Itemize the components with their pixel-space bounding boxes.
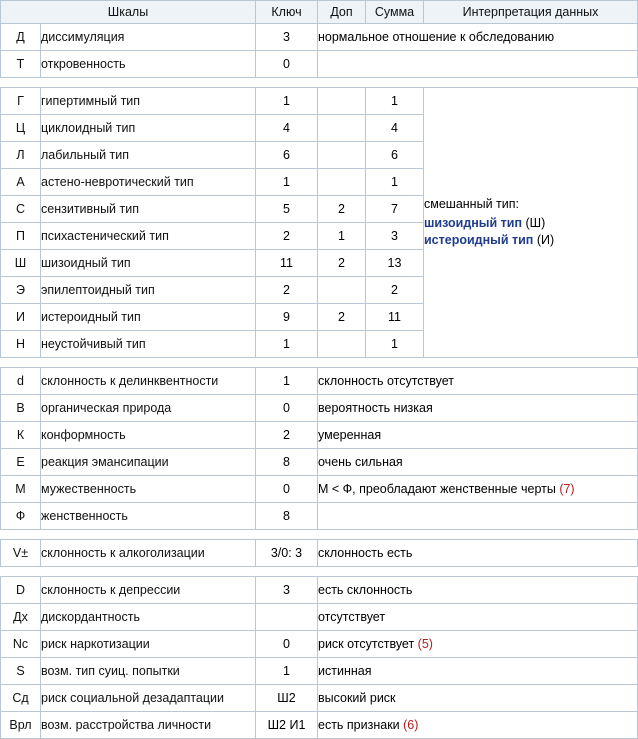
scale-name: реакция эмансипации xyxy=(41,449,256,476)
mixed-type-line1-label: шизоидный тип xyxy=(424,216,522,231)
mixed-type-line2-label: истероидный тип xyxy=(424,232,534,247)
scale-sum: 3 xyxy=(366,223,424,250)
mixed-type-line1 xyxy=(424,215,637,232)
scale-key: 8 xyxy=(256,449,318,476)
table-row xyxy=(1,422,638,449)
scale-name: склонность к алкоголизации xyxy=(41,540,256,567)
scale-interpretation xyxy=(318,712,638,739)
scale-sum: 11 xyxy=(366,304,424,331)
header-scales: Шкалы xyxy=(1,1,256,24)
scale-add xyxy=(318,169,366,196)
section-divider xyxy=(1,358,638,368)
table-row xyxy=(1,503,638,530)
scale-code: V± xyxy=(1,540,41,567)
scale-key: 3 xyxy=(256,24,318,51)
table-row xyxy=(1,540,638,567)
scale-key: 6 xyxy=(256,142,318,169)
scale-sum: 1 xyxy=(366,331,424,358)
mixed-type-line1-suffix: (Ш) xyxy=(522,216,546,231)
scale-name: склонность к делинквентности xyxy=(41,368,256,395)
table-row xyxy=(1,449,638,476)
scale-interpretation xyxy=(318,395,638,422)
scale-key: 1 xyxy=(256,331,318,358)
mixed-type-interpretation xyxy=(424,88,638,358)
scale-key: 4 xyxy=(256,115,318,142)
scale-interpretation xyxy=(318,685,638,712)
table-row xyxy=(1,712,638,739)
scale-interpretation: нормальное отношение к обследованию xyxy=(318,24,638,51)
scale-code: В xyxy=(1,395,41,422)
scale-interpretation xyxy=(318,449,638,476)
scale-name: гипертимный тип xyxy=(41,88,256,115)
scale-name: дискордантность xyxy=(41,604,256,631)
scale-interpretation xyxy=(318,604,638,631)
scale-name: риск социальной дезадаптации xyxy=(41,685,256,712)
table-row xyxy=(1,631,638,658)
scale-name: органическая природа xyxy=(41,395,256,422)
scale-code: D xyxy=(1,577,41,604)
scale-key: 1 xyxy=(256,368,318,395)
interp-text: склонность отсутствует xyxy=(318,374,455,388)
scale-add xyxy=(318,142,366,169)
scale-name: лабильный тип xyxy=(41,142,256,169)
scale-sum: 1 xyxy=(366,169,424,196)
scale-key: 8 xyxy=(256,503,318,530)
scale-key: 0 xyxy=(256,476,318,503)
scale-code: К xyxy=(1,422,41,449)
scale-code: Ш xyxy=(1,250,41,277)
section-divider xyxy=(1,567,638,577)
interp-text: М < Ф, преобладают женственные черты xyxy=(318,482,560,496)
scale-key: 3 xyxy=(256,577,318,604)
scale-add: 2 xyxy=(318,304,366,331)
scale-code: Ц xyxy=(1,115,41,142)
scale-code: Сд xyxy=(1,685,41,712)
scale-interpretation xyxy=(318,422,638,449)
scale-code: Ф xyxy=(1,503,41,530)
scale-code: Д xyxy=(1,24,41,51)
scale-sum: 4 xyxy=(366,115,424,142)
scale-name: конформность xyxy=(41,422,256,449)
scale-key: 2 xyxy=(256,277,318,304)
scale-key: 3/0: 3 xyxy=(256,540,318,567)
interp-note: (5) xyxy=(417,637,433,651)
section-divider xyxy=(1,530,638,540)
mixed-type-line2-suffix: (И) xyxy=(533,232,555,247)
scale-name: эпилептоидный тип xyxy=(41,277,256,304)
interp-text: риск отсутствует xyxy=(318,637,418,651)
scale-code: Г xyxy=(1,88,41,115)
scale-key: 0 xyxy=(256,51,318,78)
interp-text: отсутствует xyxy=(318,610,386,624)
scale-code: С xyxy=(1,196,41,223)
table-row xyxy=(1,368,638,395)
scale-key: 1 xyxy=(256,169,318,196)
interp-note: (7) xyxy=(559,482,575,496)
scale-sum: 13 xyxy=(366,250,424,277)
scale-code: Н xyxy=(1,331,41,358)
mixed-type-title: смешанный тип: xyxy=(424,197,519,212)
scale-name: возм. расстройства личности xyxy=(41,712,256,739)
scale-sum: 6 xyxy=(366,142,424,169)
header-sum: Сумма xyxy=(366,1,424,24)
scale-key: 5 xyxy=(256,196,318,223)
scale-key: Ш2 И1 xyxy=(256,712,318,739)
scale-name: шизоидный тип xyxy=(41,250,256,277)
interp-text: есть признаки xyxy=(318,718,404,732)
scale-key: 9 xyxy=(256,304,318,331)
scale-key: 1 xyxy=(256,658,318,685)
interp-note: (6) xyxy=(403,718,419,732)
scale-name: сензитивный тип xyxy=(41,196,256,223)
interp-text: истинная xyxy=(318,664,372,678)
table-row xyxy=(1,658,638,685)
table-row xyxy=(1,476,638,503)
scale-name: возм. тип суиц. попытки xyxy=(41,658,256,685)
scale-name: мужественность xyxy=(41,476,256,503)
scale-interpretation xyxy=(318,51,638,78)
scale-code: Nc xyxy=(1,631,41,658)
scale-add: 1 xyxy=(318,223,366,250)
scale-name: откровенность xyxy=(41,51,256,78)
table-row xyxy=(1,685,638,712)
scale-name: склонность к депрессии xyxy=(41,577,256,604)
scale-code: А xyxy=(1,169,41,196)
table-row xyxy=(1,88,638,115)
scale-code: Е xyxy=(1,449,41,476)
scale-name: неустойчивый тип xyxy=(41,331,256,358)
scale-add xyxy=(318,88,366,115)
scale-sum: 1 xyxy=(366,88,424,115)
interp-text: вероятность низкая xyxy=(318,401,433,415)
scale-add: 2 xyxy=(318,196,366,223)
table-row xyxy=(1,577,638,604)
scale-code: М xyxy=(1,476,41,503)
scale-key xyxy=(256,604,318,631)
interp-text: склонность есть xyxy=(318,546,413,560)
scale-code: Т xyxy=(1,51,41,78)
scale-name: женственность xyxy=(41,503,256,530)
scale-key: 2 xyxy=(256,422,318,449)
interp-text: есть склонность xyxy=(318,583,413,597)
interp-text: очень сильная xyxy=(318,455,403,469)
scale-name: астено-невротический тип xyxy=(41,169,256,196)
section-divider xyxy=(1,78,638,88)
header-interpretation: Интерпретация данных xyxy=(424,1,638,24)
scale-code: И xyxy=(1,304,41,331)
scale-name: риск наркотизации xyxy=(41,631,256,658)
table-row xyxy=(1,24,638,51)
scale-interpretation xyxy=(318,503,638,530)
scale-key: 11 xyxy=(256,250,318,277)
interp-text: высокий риск xyxy=(318,691,396,705)
scale-interpretation xyxy=(318,476,638,503)
scale-key: 2 xyxy=(256,223,318,250)
table-header-row xyxy=(1,1,638,24)
table-row xyxy=(1,51,638,78)
scale-sum: 2 xyxy=(366,277,424,304)
scale-interpretation xyxy=(318,631,638,658)
scale-name: психастенический тип xyxy=(41,223,256,250)
scale-add xyxy=(318,277,366,304)
scale-sum: 7 xyxy=(366,196,424,223)
header-key: Ключ xyxy=(256,1,318,24)
scale-interpretation xyxy=(318,658,638,685)
scale-code: П xyxy=(1,223,41,250)
scale-interpretation xyxy=(318,577,638,604)
scale-code: Врл xyxy=(1,712,41,739)
scale-key: 0 xyxy=(256,631,318,658)
mixed-type-line2 xyxy=(424,232,637,249)
scale-code: d xyxy=(1,368,41,395)
scale-code: Л xyxy=(1,142,41,169)
scale-add: 2 xyxy=(318,250,366,277)
scale-name: циклоидный тип xyxy=(41,115,256,142)
table-row xyxy=(1,395,638,422)
header-add: Доп xyxy=(318,1,366,24)
scale-name: истероидный тип xyxy=(41,304,256,331)
scale-add xyxy=(318,331,366,358)
scale-code: S xyxy=(1,658,41,685)
table-row xyxy=(1,604,638,631)
scale-code: Дх xyxy=(1,604,41,631)
scale-code: Э xyxy=(1,277,41,304)
scale-add xyxy=(318,115,366,142)
scale-interpretation xyxy=(318,368,638,395)
scale-key: 1 xyxy=(256,88,318,115)
scale-interpretation xyxy=(318,540,638,567)
scale-key: 0 xyxy=(256,395,318,422)
interp-text: умеренная xyxy=(318,428,382,442)
scale-name: диссимуляция xyxy=(41,24,256,51)
scale-key: Ш2 xyxy=(256,685,318,712)
